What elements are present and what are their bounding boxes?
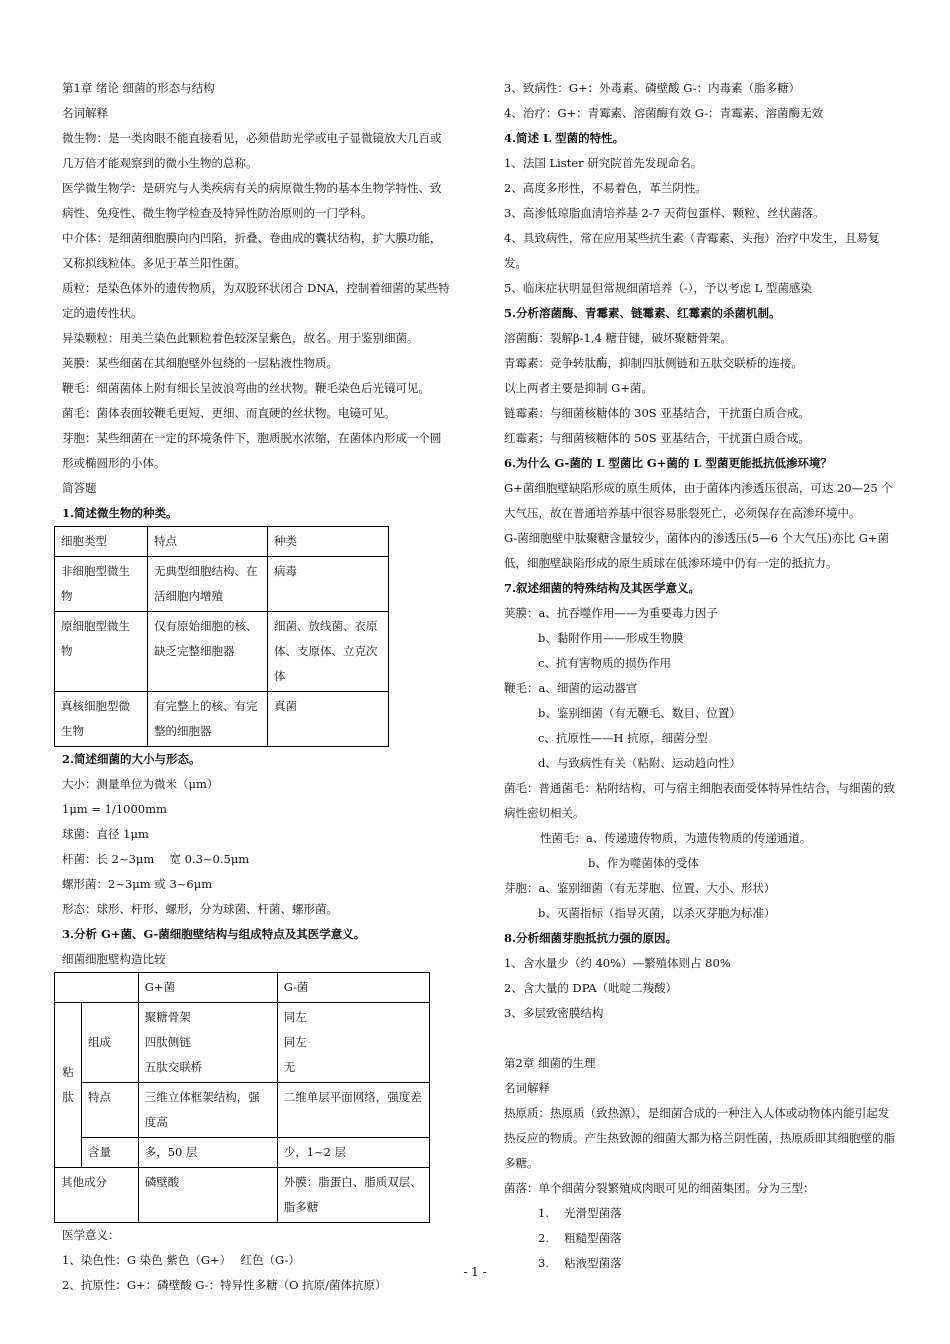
cell-wall-table — [54, 972, 430, 1223]
text-line: 2、抗原性：G+：磷壁酸 G-：特异性多糖（O 抗原/菌体抗原） — [62, 1278, 387, 1292]
question-heading: 4.简述 L 型菌的特性。 — [504, 131, 625, 145]
text-line: 医学微生物学：是研究与人类疾病有关的病原微生物的基本生物学特性、致病性、免疫性、微生物学检查及特异性防治原则的一门学科。 — [62, 181, 442, 220]
text-line: 杆菌：长 2~3μm 宽 0.3~0.5μm — [62, 852, 250, 866]
content-label: 含量 — [82, 1138, 139, 1168]
question-heading: 1.简述微生物的种类。 — [62, 506, 178, 520]
feature-label: 特点 — [82, 1083, 139, 1138]
text-line: d、与致病性有关（粘附、运动趋向性） — [538, 756, 741, 770]
text-line: 医学意义： — [62, 1228, 120, 1242]
text-line: b、作为噬菌体的受体 — [588, 856, 699, 870]
text-line: 2、高度多形性，不易着色，革兰阴性。 — [504, 181, 707, 195]
text-line: 微生物：是一类肉眼不能直接看见，必须借助光学或电子显微镜放大几百或几万倍才能观察到的微小生物的总称。 — [62, 131, 442, 170]
text-line: 溶菌酶：裂解β-1,4 糖苷键，破坏聚糖骨架。 — [504, 331, 732, 345]
page-number: - 1 - — [463, 1265, 487, 1279]
feature-gneg: 二维单层平面网络，强度差 — [277, 1083, 429, 1138]
table-cell: 非细胞型微生物 — [55, 557, 148, 612]
text-line: 鞭毛：细菌菌体上附有细长呈波浪弯曲的丝状物。鞭毛染色后光镜可见。 — [62, 381, 430, 395]
text-line: 螺形菌：2~3μm 或 3~6μm — [62, 877, 213, 891]
table-cell: 真菌 — [268, 692, 389, 747]
text-line: 细菌细胞壁构造比较 — [62, 952, 166, 966]
table-cell: 病毒 — [268, 557, 389, 612]
text-line: 菌毛：菌体表面较鞭毛更短、更细、而直硬的丝状物。电镜可见。 — [62, 406, 396, 420]
text-line: G+菌细胞壁缺陷形成的原生质体，由于菌体内渗透压很高，可达 20—25 个大气压，故在普通培养基中很容易胀裂死亡，必须保存在高渗环境中。 — [504, 481, 893, 520]
text-line: 名词解释 — [62, 106, 108, 120]
left-column — [62, 76, 452, 1298]
composition-gneg: 同左 同左 无 — [277, 1003, 429, 1083]
text-line: 1μm = 1/1000mm — [62, 802, 167, 816]
table-cell: 仅有原始细胞的核、缺乏完整细胞器 — [148, 612, 268, 692]
question-heading: 2.简述细菌的大小与形态。 — [62, 752, 201, 766]
text-line: 3、高渗低琼脂血清培养基 2-7 天荷包蛋样、颗粒、丝状菌落。 — [504, 206, 825, 220]
text-line: 鞭毛：a、细菌的运动器官 — [504, 681, 638, 695]
text-line: 2、含大量的 DPA（吡啶二羧酸） — [504, 981, 678, 995]
text-line: 红霉素：与细菌核糖体的 50S 亚基结合，干扰蛋白质合成。 — [504, 431, 810, 445]
text-line: 1、染色性：G 染色 紫色（G+） 红色（G-） — [62, 1253, 300, 1267]
text-line: b、灭菌指标（指导灭菌，以杀灭芽胞为标准） — [538, 906, 776, 920]
question-heading: 8.分析细菌芽胞抵抗力强的原因。 — [504, 931, 678, 945]
table-row — [55, 557, 389, 612]
table-cell: 细胞类型 — [55, 527, 148, 557]
text-line: 第2章 细菌的生理 — [504, 1056, 596, 1070]
composition-label: 组成 — [82, 1003, 139, 1083]
question-heading: 3.分析 G+菌、G-菌细胞壁结构与组成特点及其医学意义。 — [62, 927, 366, 941]
text-line: 中介体：是细菌细胞膜向内凹陷，折叠、卷曲成的囊状结构，扩大膜功能，又称拟线粒体。多见于革兰阳性菌。 — [62, 231, 442, 270]
other-gneg: 外膜：脂蛋白、脂质双层、脂多糖 — [277, 1168, 429, 1223]
text-line: 1. 光滑型菌落 — [538, 1206, 622, 1220]
table-cell: 原细胞型微生物 — [55, 612, 148, 692]
text-line: 链霉素：与细菌核糖体的 30S 亚基结合，干扰蛋白质合成。 — [504, 406, 810, 420]
text-line: b、黏附作用——形成生物膜 — [538, 631, 684, 645]
text-line: 荚膜：a、抗吞噬作用——为重要毒力因子 — [504, 606, 718, 620]
header-gneg: G-菌 — [277, 973, 429, 1003]
header-gpos: G+菌 — [138, 973, 277, 1003]
text-line: 简答题 — [62, 481, 97, 495]
text-line: 3. 粘液型菌落 — [538, 1256, 622, 1270]
text-line: 以上两者主要是抑制 G+菌。 — [504, 381, 653, 395]
content-gpos: 多，50 层 — [138, 1138, 277, 1168]
text-line: 1、含水量少（约 40%）—繁殖体则占 80% — [504, 956, 731, 970]
text-line — [504, 1026, 896, 1051]
text-line: 4、具致病性，常在应用某些抗生素（青霉素、头孢）治疗中发生，且易复发。 — [504, 231, 880, 270]
question-heading: 6.为什么 G-菌的 L 型菌比 G+菌的 L 型菌更能抵抗低渗环境？ — [504, 456, 832, 470]
text-line: 荚膜：某些细菌在其细胞壁外包绕的一层粘液性物质。 — [62, 356, 338, 370]
text-line: 异染颗粒：用美兰染色此颗粒着色较深呈紫色，故名。用于鉴别细菌。 — [62, 331, 419, 345]
text-line: 性菌毛：a、传递遗传物质，为遗传物质的传递通道。 — [540, 831, 812, 845]
table-cell: 特点 — [148, 527, 268, 557]
text-line: 名词解释 — [504, 1081, 550, 1095]
question-heading: 7.叙述细菌的特殊结构及其医学意义。 — [504, 581, 701, 595]
feature-gpos: 三维立体框架结构，强度高 — [138, 1083, 277, 1138]
text-line: 4、治疗：G+：青霉素、溶菌酶有效 G-：青霉素、溶菌酶无效 — [504, 106, 824, 120]
text-line: c、抗原性——H 抗原，细菌分型 — [538, 731, 708, 745]
other-gpos: 磷壁酸 — [138, 1168, 277, 1223]
text-line: 大小：测量单位为微米（μm） — [62, 777, 219, 791]
composition-gpos: 聚糖骨架 四肽侧链 五肽交联桥 — [138, 1003, 277, 1083]
text-line: 2. 粗糙型菌落 — [538, 1231, 622, 1245]
text-line: 5、临床症状明显但常规细菌培养（-），予以考虑 L 型菌感染 — [504, 281, 812, 295]
table-cell: 细菌、放线菌、衣原体、支原体、立克次体 — [268, 612, 389, 692]
table-cell: 有完整上的核、有完整的细胞器 — [148, 692, 268, 747]
text-line: 质粒：是染色体外的遗传物质，为双股环状闭合 DNA，控制着细菌的某些特定的遗传性状。 — [62, 281, 450, 320]
microbe-type-table — [54, 526, 389, 747]
table-row — [55, 612, 389, 692]
table-cell: 种类 — [268, 527, 389, 557]
other-label: 其他成分 — [55, 1168, 139, 1223]
content-gneg: 少，1~2 层 — [277, 1138, 429, 1168]
text-line: 青霉素：竞争转肽酶，抑制四肽侧链和五肽交联桥的连接。 — [504, 356, 803, 370]
text-line: b、鉴别细菌（有无鞭毛、数目、位置） — [538, 706, 741, 720]
text-line: 热原质：热原质（致热源），是细菌合成的一种注入人体或动物体内能引起发热反应的物质。产生热致源的细菌大都为格兰阴性菌，热原质即其细胞壁的脂多糖。 — [504, 1106, 895, 1170]
text-line: 菌毛：普通菌毛：粘附结构，可与宿主细胞表面受体特异性结合，与细菌的致病性密切相关。 — [504, 781, 895, 820]
text-line: 芽胞：某些细菌在一定的环境条件下，胞质脱水浓缩，在菌体内形成一个圆形或椭圆形的小体。 — [62, 431, 442, 470]
text-line: c、抗有害物质的损伤作用 — [538, 656, 671, 670]
table-row — [55, 527, 389, 557]
text-line: G-菌细胞壁中肽聚糖含量较少，菌体内的渗透压(5—6 个大气压)亦比 G+菌低，细胞壁缺陷形成的原生质球在低渗环境中仍有一定的抵抗力。 — [504, 531, 890, 570]
text-line: 球菌：直径 1μm — [62, 827, 149, 841]
right-column — [504, 76, 896, 1276]
text-line: 1、法国 Lister 研究院首先发现命名。 — [504, 156, 703, 170]
table-cell: 真核细胞型微生物 — [55, 692, 148, 747]
table-cell: 无典型细胞结构、在活细胞内增殖 — [148, 557, 268, 612]
table-row — [55, 692, 389, 747]
question-heading: 5.分析溶菌酶、青霉素、链霉素、红霉素的杀菌机制。 — [504, 306, 781, 320]
text-line: 菌落：单个细菌分裂繁殖成肉眼可见的细菌集团。分为三型： — [504, 1181, 815, 1195]
text-line: 第1章 绪论 细菌的形态与结构 — [62, 81, 215, 95]
text-line: 芽胞：a、鉴别细菌（有无芽胞、位置、大小、形状） — [504, 881, 776, 895]
text-line: 3、致病性：G+：外毒素、磷壁酸 G-：内毒素（脂多糖） — [504, 81, 801, 95]
peptidoglycan-label: 粘肽 — [55, 1003, 82, 1168]
text-line: 3、多层致密膜结构 — [504, 1006, 604, 1020]
text-line: 形态：球形、杆形、螺形，分为球菌、杆菌、螺形菌。 — [62, 902, 338, 916]
